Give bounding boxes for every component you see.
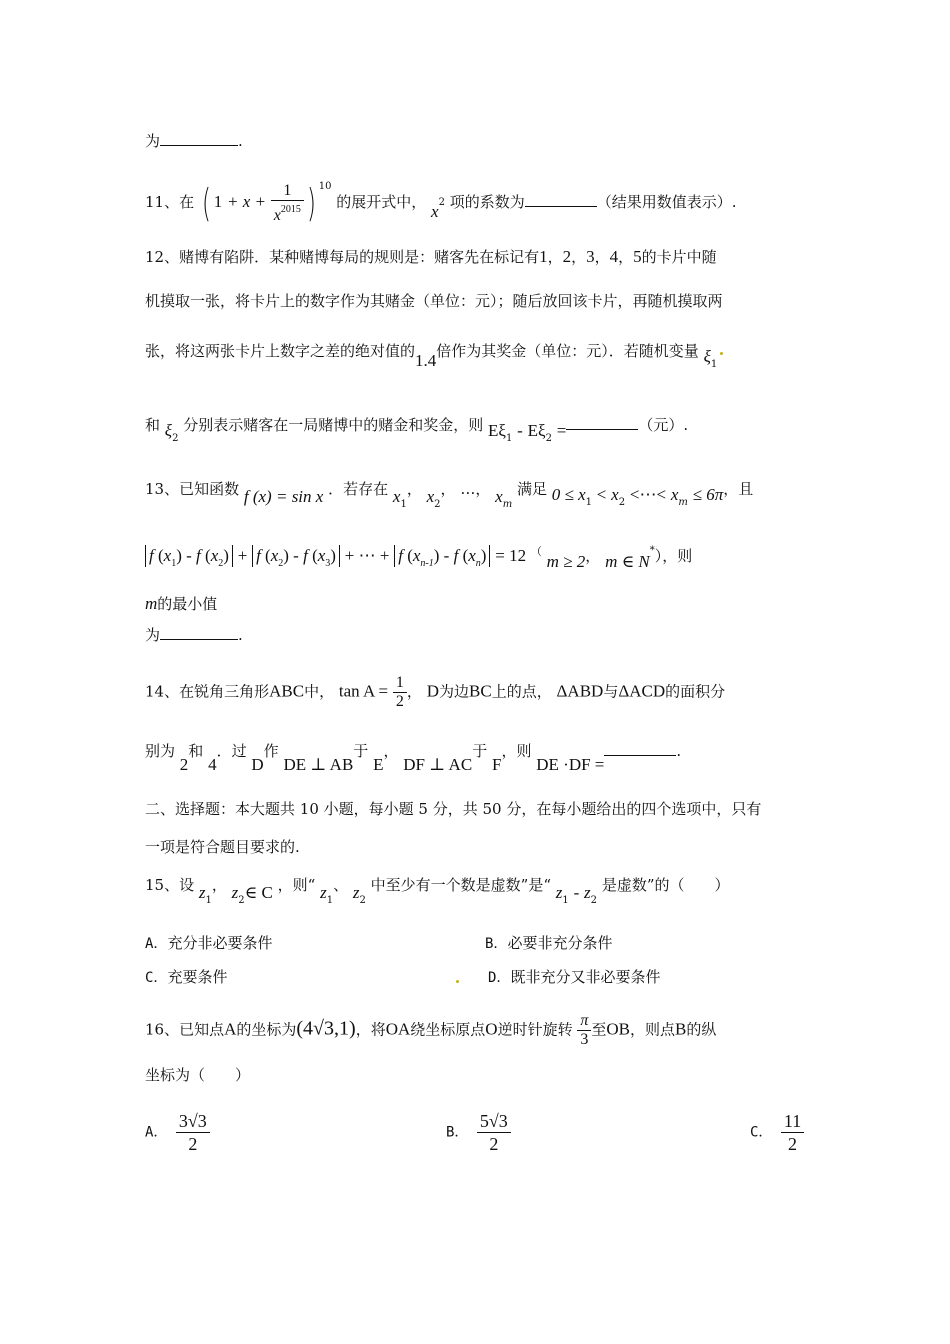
- question-12-line-3: 张，将这两张卡片上数字之差的绝对值的1.4倍作为其奖金（单位：元）．若随机变量 $\xi_1$: [145, 342, 718, 370]
- option-16-a: A． $\frac{3√3}{2}$: [145, 1110, 210, 1155]
- section-2-heading-cont: 一项是符合题目要求的.: [145, 838, 300, 856]
- question-13-line-4: 为 .: [145, 626, 243, 644]
- answer-blank: [160, 131, 238, 146]
- question-11: 11、在 ( 1 + x + $\frac{1}{x^{2015}}$ ) $^{10}$ 的展开式中， $x^2$ 项的系数为 （结果用数值表示）.: [145, 181, 737, 225]
- question-14-line-2: 别为 2和 4．过 D作 DE ⊥ AB于 E， DF ⊥ AC于 F，则 DE ·DF =.: [145, 742, 682, 774]
- question-12-line-2: 机摸取一张，将卡片上的数字作为其赌金（单位：元）；随后放回该卡片，再随机摸取两: [145, 292, 723, 310]
- stray-mark: [720, 352, 723, 355]
- abs-term: f $(x_{n-1})$ - f $(x_n)$: [394, 545, 490, 567]
- section-2-heading: 二、选择题：本大题共 10 小题，每小题 5 分，共 50 分，在每小题给出的四个选项中，只有: [145, 800, 762, 818]
- question-12-line-4: 和 $\xi_2$ 分别表示赌客在一局赌博中的赌金和奖金，则 $E\xi_1 - E\xi_2$ = （元）.: [145, 416, 689, 444]
- abs-term: f $(x_1)$ - f $(x_2)$: [145, 545, 233, 567]
- answer-blank: [604, 741, 676, 756]
- question-13-line-3: m的最小值: [145, 594, 218, 613]
- question-15: 15、设 $z_1$， $z_2\in$ C ，则“ $z_1$、 $z_2$ 中至少有一个数是虚数”是“ $z_1 - z_2$ 是虚数”的（ ）: [145, 876, 730, 906]
- option-16-b: B． $\frac{5√3}{2}$: [446, 1110, 511, 1155]
- option-15-d: D．既非充分又非必要条件: [488, 968, 661, 986]
- option-15-c: C．充要条件: [145, 968, 228, 986]
- abs-term: f $(x_2)$ - f $(x_3)$: [252, 545, 340, 567]
- fraction: $\frac{1}{x^{2015}}$: [271, 182, 304, 225]
- question-13-line-2: f $(x_1)$ - f $(x_2) + f$ $(x_2)$ - f $(x_3)$ + ⋯ + f $(x_{n-1})$ - f $(x_n) = 12$ （ m ≥ 2， m ∈ N*），则: [145, 540, 692, 567]
- option-16-c: C． $\frac{11}{2}$: [750, 1110, 804, 1155]
- option-15-b: B．必要非充分条件: [485, 934, 613, 952]
- option-15-a: A．充分非必要条件: [145, 934, 273, 952]
- answer-blank: [160, 625, 238, 640]
- answer-blank: [566, 415, 638, 430]
- question-16-line-2: 坐标为（ ）: [145, 1066, 251, 1084]
- fraction: $\frac{\pi}{3}$: [577, 1012, 591, 1049]
- question-12-line-1: 12、赌博有陷阱．某种赌博每局的规则是：赌客先在标记有1，2，3，4，5的卡片中随: [145, 247, 717, 266]
- answer-blank: [525, 192, 597, 207]
- question-13-line-1: 13、已知函数 f (x) = sin x ．若存在 $x_1$， $x_2$， …， $x_m$ 满足 $0 \le x_1 < x_2$ <⋯< $x_m \le 6\pi$，且: [145, 480, 754, 510]
- q10-tail: 为 .: [145, 132, 243, 150]
- question-14-line-1: 14、在锐角三角形ABC中， tan A = $\frac{1}{2}$ ， D为边BC上的点， ΔABD与ΔACD的面积分: [145, 674, 726, 710]
- fraction: $\frac{1}{2}$: [393, 674, 407, 711]
- stray-mark: [456, 980, 459, 983]
- question-16-line-1: 16、已知点A的坐标为(4√3,1)，将OA绕坐标原点O逆时针旋转 $\frac{\pi}{3}$ 至OB，则点B的纵: [145, 1012, 717, 1048]
